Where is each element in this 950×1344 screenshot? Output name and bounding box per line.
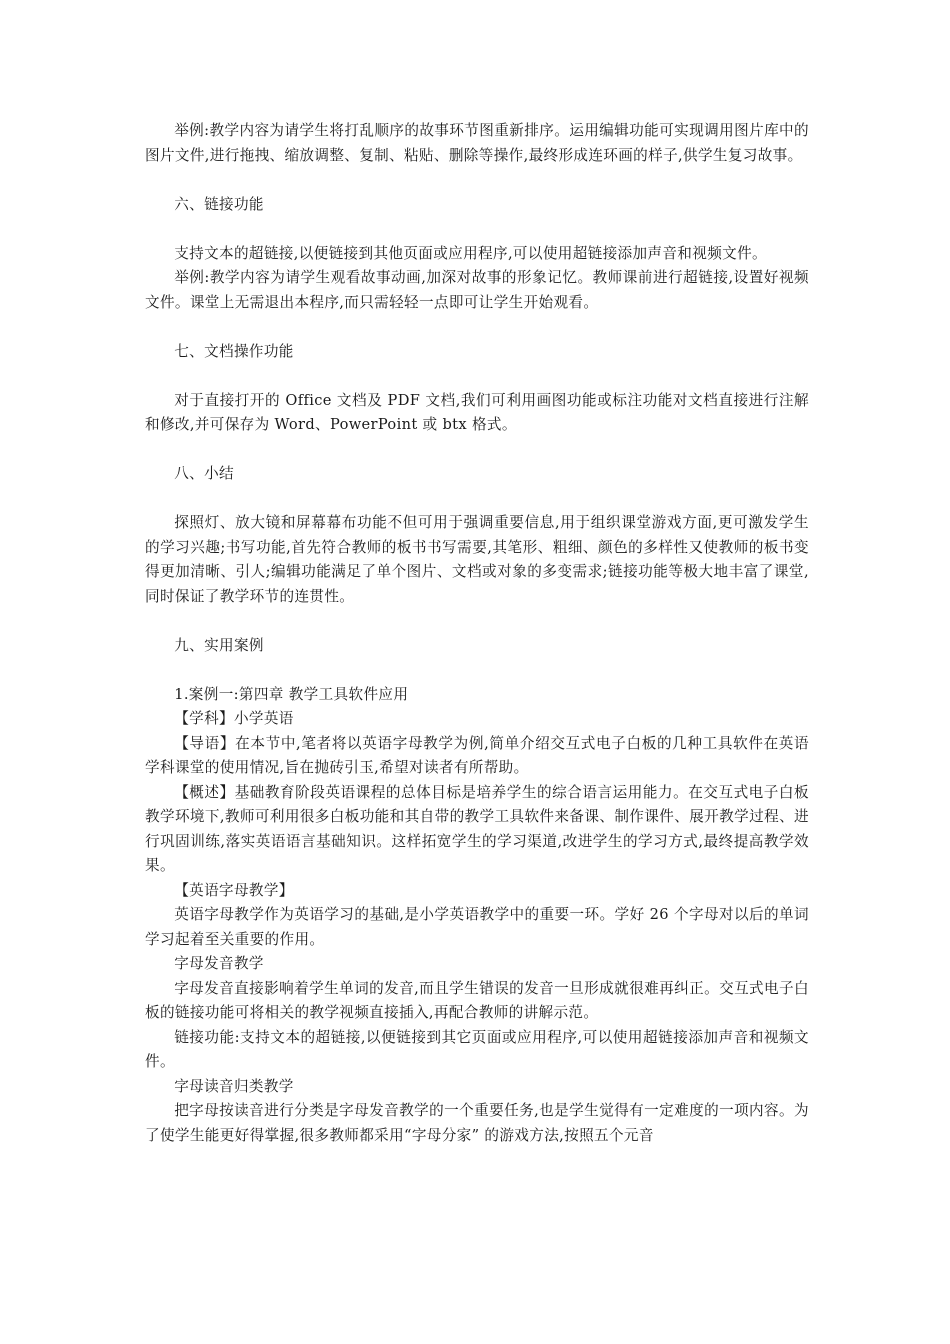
spacer: [145, 364, 809, 389]
spacer: [145, 658, 809, 683]
paragraph-alphabet-teaching-label: 【英语字母教学】: [174, 881, 294, 899]
spacer: [145, 168, 809, 193]
paragraph-link-function-note: 链接功能:支持文本的超链接,以便链接到其它页面或应用程序,可以使用超链接添加声音和视频文件。: [145, 1028, 809, 1070]
spacer: [145, 315, 809, 340]
paragraph-document-operations: 对于直接打开的 Office 文档及 PDF 文档,我们可利用画图功能或标注功能对文档直接进行注解和修改,并可保存为 Word、PowerPoint 或 btx 格式。: [145, 391, 809, 433]
heading-summary: 八、小结: [174, 465, 234, 482]
paragraph-link-example: 举例:教学内容为请学生观看故事动画,加深对故事的形象记忆。教师课前进行超链接,设置好视频文件。课堂上无需退出本程序,而只需轻轻一点即可让学生开始观看。: [145, 269, 809, 311]
paragraph-reading-classification-label: 字母读音归类教学: [174, 1077, 294, 1095]
paragraph-alphabet-teaching: 英语字母教学作为英语学习的基础,是小学英语教学中的重要一环。学好 26 个字母对以后的单词学习起着至关重要的作用。: [145, 906, 809, 948]
spacer: [145, 487, 809, 512]
paragraph-subject: 【学科】小学英语: [174, 710, 294, 727]
paragraph-pronunciation: 字母发音直接影响着学生单词的发音,而且学生错误的发音一旦形成就很难再纠正。交互式电子白板的链接功能可将相关的教学视频直接插入,再配合教师的讲解示范。: [145, 979, 809, 1021]
paragraph-overview: 【概述】基础教育阶段英语课程的总体目标是培养学生的综合语言运用能力。在交互式电子白板教学环境下,教师可利用很多白板功能和其自带的教学工具软件来备课、制作课件、展开教学过程、进行巩固训练,落实英语语言基础知识。这样拓宽学生的学习渠道,改进学生的学习方式,最终提高教学效果。: [145, 783, 809, 874]
spacer: [145, 609, 809, 634]
document-page: [145, 119, 809, 1148]
spacer: [145, 438, 809, 463]
paragraph-pronunciation-label: 字母发音教学: [174, 955, 264, 972]
paragraph-editing-example: 举例:教学内容为请学生将打乱顺序的故事环节图重新排序。运用编辑功能可实现调用图片库中的图片文件,进行拖拽、缩放调整、复制、粘贴、删除等操作,最终形成连环画的样子,供学生复习故事。: [145, 122, 809, 164]
paragraph-summary: 探照灯、放大镜和屏幕幕布功能不但可用于强调重要信息,用于组织课堂游戏方面,更可激发学生的学习兴趣;书写功能,首先符合教师的板书书写需要,其笔形、粗细、颜色的多样性又使教师的板书变得更加清晰、引人;编辑功能满足了单个图片、文档或对象的多变需求;链接功能等极大地丰富了课堂,同时保证了教学环节的连贯性。: [145, 514, 809, 605]
heading-practical-cases: 九、实用案例: [174, 636, 264, 654]
paragraph-link-description: 支持文本的超链接,以便链接到其他页面或应用程序,可以使用超链接添加声音和视频文件。: [174, 244, 767, 262]
spacer: [145, 217, 809, 242]
paragraph-introduction: 【导语】在本节中,笔者将以英语字母教学为例,简单介绍交互式电子白板的几种工具软件在英语学科课堂的使用情况,旨在抛砖引玉,希望对读者有所帮助。: [145, 734, 809, 776]
heading-link-function: 六、链接功能: [174, 195, 264, 213]
paragraph-reading-classification: 把字母按读音进行分类是字母发音教学的一个重要任务,也是学生觉得有一定难度的一项内容。为了使学生能更好得掌握,很多教师都采用“字母分家” 的游戏方法,按照五个元音: [145, 1102, 809, 1144]
paragraph-case-one-title: 1.案例一:第四章 教学工具软件应用: [174, 685, 409, 703]
heading-document-operations: 七、文档操作功能: [174, 342, 294, 360]
